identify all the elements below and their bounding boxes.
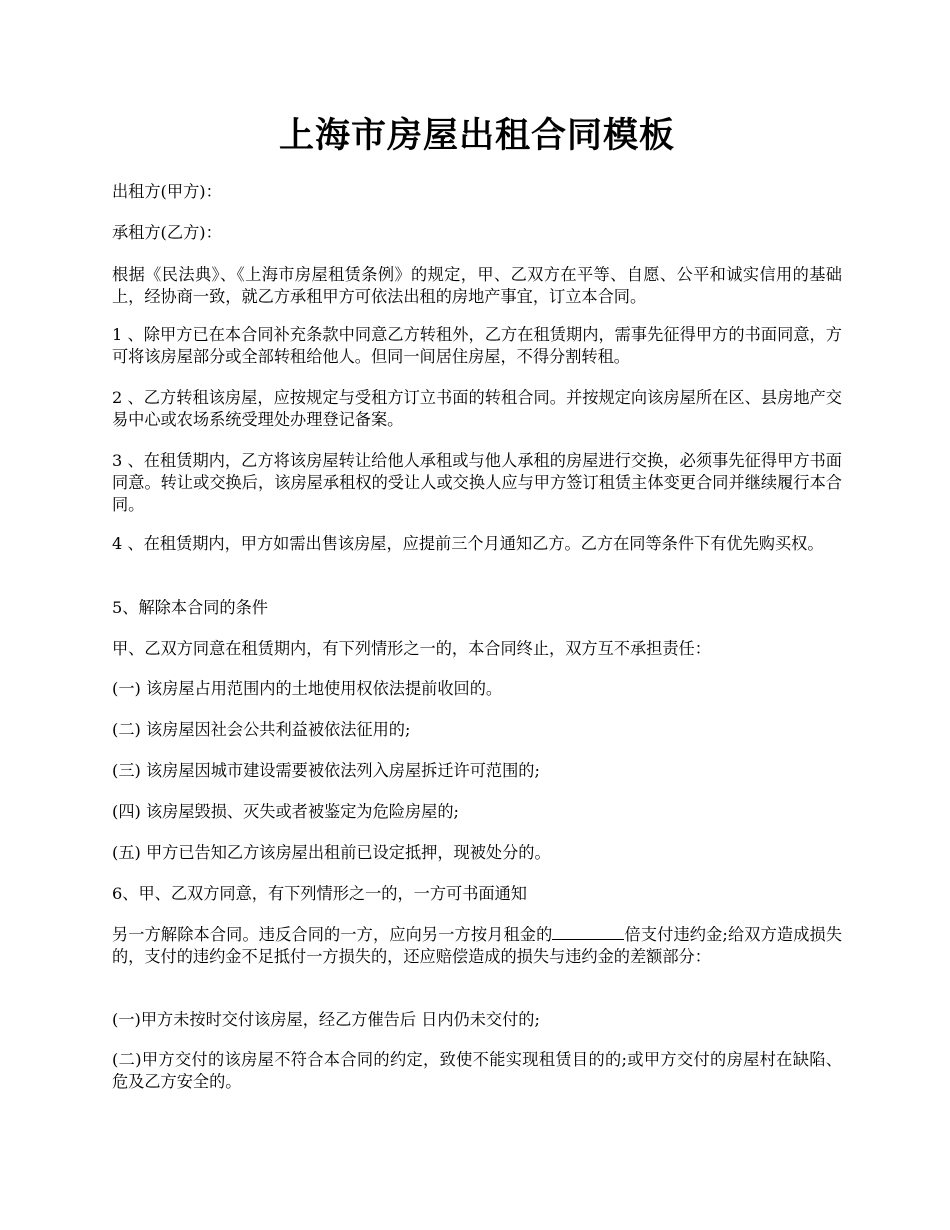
clause-5-item: (三) 该房屋因城市建设需要被依法列入房屋拆迁许可范围的; — [112, 761, 540, 780]
document-title: 上海市房屋出租合同模板 — [278, 115, 675, 156]
clause-3: 3 、在租赁期内，乙方将该房屋转让给他人承租或与他人承租的房屋进行交换，必须事先征得甲方书面同意。转让或交换后，该房屋承租权的受让人或交换人应与甲方签订租赁主体变更合同并继续履行本合同。 — [112, 451, 842, 514]
clause-5-item: (四) 该房屋毁损、灭失或者被鉴定为危险房屋的; — [112, 802, 459, 821]
lessor-label: 出租方(甲方)： — [112, 182, 222, 201]
clause-5-heading: 5、解除本合同的条件 — [112, 598, 268, 617]
clause-5-item: (五) 甲方已告知乙方该房屋出租前已设定抵押，现被处分的。 — [112, 843, 551, 862]
intro-paragraph: 根据《民法典》、《上海市房屋租赁条例》的规定，甲、乙双方在平等、自愿、公平和诚实信用的基础上，经协商一致，就乙方承租甲方可依法出租的房地产事宜，订立本合同。 — [112, 265, 842, 306]
clause-6-item: (二)甲方交付的该房屋不符合本合同的约定，致使不能实现租赁目的的;或甲方交付的房屋村在缺陷、危及乙方安全的。 — [112, 1050, 842, 1091]
clause-6-body — [112, 924, 842, 968]
clause-1: 1 、除甲方已在本合同补充条款中同意乙方转租外，乙方在租赁期内，需事先征得甲方的书面同意，方可将该房屋部分或全部转租给他人。但同一间居住房屋，不得分割转租。 — [112, 325, 842, 366]
clause-6-heading: 6、甲、乙双方同意，有下列情形之一的，一方可书面通知 — [112, 884, 527, 903]
clause-5-intro: 甲、乙双方同意在租赁期内，有下列情形之一的，本合同终止，双方互不承担责任： — [112, 639, 711, 658]
penalty-multiplier-blank — [552, 925, 624, 940]
clause-6-item: (一)甲方未按时交付该房屋，经乙方催告后 日内仍未交付的; — [112, 1010, 540, 1029]
clause-5-item: (一) 该房屋占用范围内的土地使用权依法提前收回的。 — [112, 679, 503, 698]
clause-2: 2 、乙方转租该房屋，应按规定与受租方订立书面的转租合同。并按规定向该房屋所在区、县房地产交易中心或农场系统受理处办理登记备案。 — [112, 388, 842, 429]
clause-5-item: (二) 该房屋因社会公共利益被依法征用的; — [112, 720, 411, 739]
lessee-label: 承租方(乙方)： — [112, 223, 222, 242]
clause-6-text-before-blank: 另一方解除本合同。违反合同的一方，应向另一方按月租金的 — [112, 925, 553, 944]
clause-4: 4 、在租赁期内，甲方如需出售该房屋，应提前三个月通知乙方。乙方在同等条件下有优先购买权。 — [112, 534, 824, 553]
clause-6-text-after-blank: 倍支付违约金;给双方造成损失的，支付的违约金不足抵付一方损失的，还应赔偿造成的损失与违约金的差额部分： — [112, 925, 843, 966]
